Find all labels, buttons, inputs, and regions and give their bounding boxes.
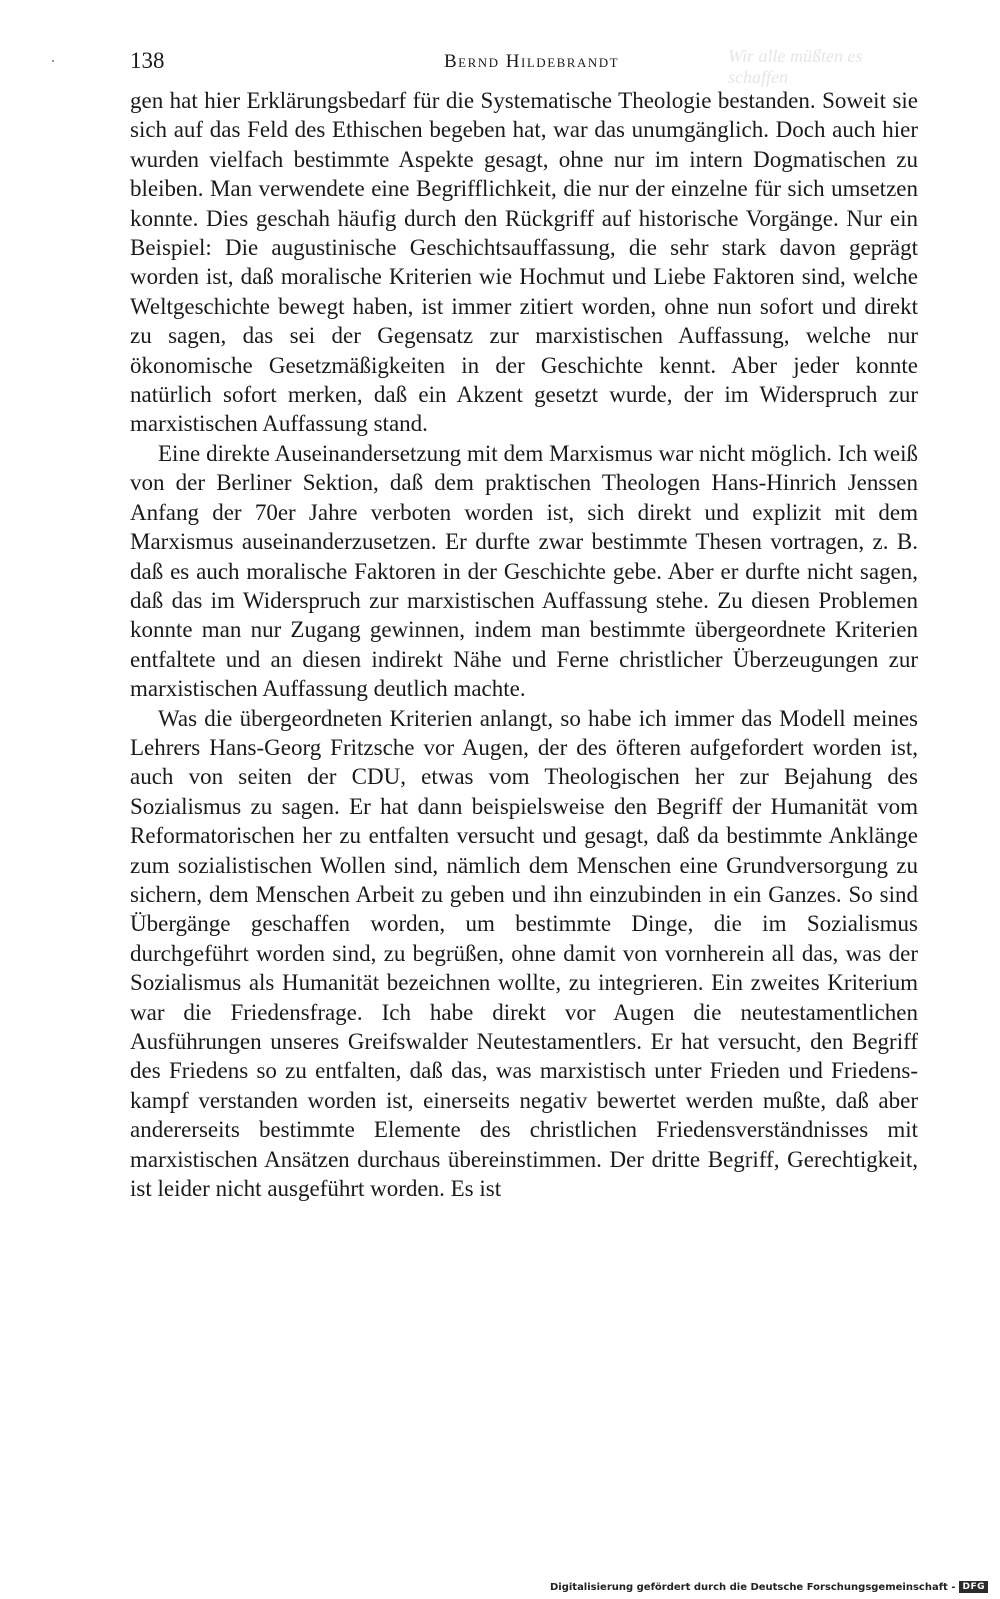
running-head (130, 44, 918, 87)
digitization-footer (550, 1581, 988, 1593)
book-page (130, 44, 918, 1203)
paragraph-2: Eine direkte Auseinandersetzung mit dem Marxismus war nicht möglich. Ich weiß von der Berliner Sektion, daß dem praktischen Theologen Hans-Hinrich Jenssen Anfang der 70er Jahre verboten worden ist, sich direkt und explizit mit dem Marxismus auseinanderzusetzen. Er durfte zwar bestimmte Thesen vortragen, z. B. daß es auch moralische Faktoren in der Geschichte gebe. Aber er durfte nicht sagen, daß das im Widerspruch zur marxistischen Auffassung stehe. Zu diesen Problemen konnte man nur Zugang gewinnen, indem man bestimmte übergeordnete Kriterien entfaltete und an diesen indirekt Nähe und Ferne christlicher Überzeugungen zur marxistischen Auffassung deutlich machte. (130, 440, 918, 702)
show-through-text: Wir alle müßten es schaffen (728, 46, 863, 87)
paragraph-1: gen hat hier Erklärungsbedarf für die Systematische Theologie bestanden. Soweit sie sich auf das Feld des Ethischen begeben hat, war das unumgänglich. Doch auch hier wurden vielfach bestimmte Aspekte gesagt, ohne nur im intern Dogmatischen zu bleiben. Man verwendete eine Begrifflichkeit, die nur der einzelne für sich umsetzen konnte. Dies geschah häufig durch den Rückgriff auf historische Vorgänge. Nur ein Beispiel: Die augustinische Geschichtsauffassung, die sehr stark davon geprägt worden ist, daß moralische Kriterien wie Hochmut und Liebe Faktoren sind, welche Weltgeschichte bewegt haben, ist immer zitiert worden, ohne nun sofort und direkt zu sagen, das sei der Gegensatz zur marxistischen Auffassung, welche nur ökonomische Gesetzmäßigkeiten in der Geschichte kennt. Aber jeder konnte natürlich sofort merken, daß ein Akzent gesetzt wurde, der im Widerspruch zur marxistischen Auffassung stand. (130, 88, 918, 437)
scan-speck (52, 60, 54, 62)
footer-credit: Digitalisierung gefördert durch die Deutsche Forschungsgemeinschaft - (549, 1581, 956, 1593)
dfg-logo: DFG (959, 1581, 988, 1593)
paragraph-3: Was die übergeordneten Kriterien anlangt, so habe ich immer das Modell meines Lehrers Hans-Georg Fritzsche vor Augen, der des öfteren aufgefordert worden ist, auch von seiten der CDU, etwas vom Theologischen her zur Bejahung des Sozialismus zu sagen. Er hat dann beispielsweise den Begriff der Humanität vom Reformatorischen her zu entfalten versucht und gesagt, daß da bestimmte Anklänge zum sozialistischen Wollen sind, nämlich dem Menschen eine Grundversorgung zu sichern, dem Menschen Arbeit zu geben und ihn einzubinden in ein Ganzes. So sind Übergänge geschaffen worden, um bestimmte Dinge, die im Sozialismus durchgeführt worden sind, zu begrüßen, ohne damit von vornherein all das, was der Sozialismus als Humanität bezeichnen wollte, zu integrieren. Ein zweites Kriterium war die Friedensfrage. Ich habe direkt vor Augen die neutestamentlichen Ausführungen unseres Greifswalder Neutestamentlers. Er hat versucht, den Begriff des Friedens so zu entfalten, daß das, was marxistisch unter Frieden und Friedenskampf verstanden worden ist, einerseits negativ bewertet werden mußte, daß aber andererseits bestimmte Elemente des christlichen Friedensverständnisses mit marxistischen Ansätzen durchaus übereinstimmen. Der dritte Begriff, Gerechtigkeit, ist leider nicht ausgeführt worden. Es ist (130, 705, 918, 1202)
running-head-author: Bernd Hildebrandt (444, 51, 620, 72)
body-text (130, 86, 918, 1203)
page-number: 138 (130, 48, 165, 73)
